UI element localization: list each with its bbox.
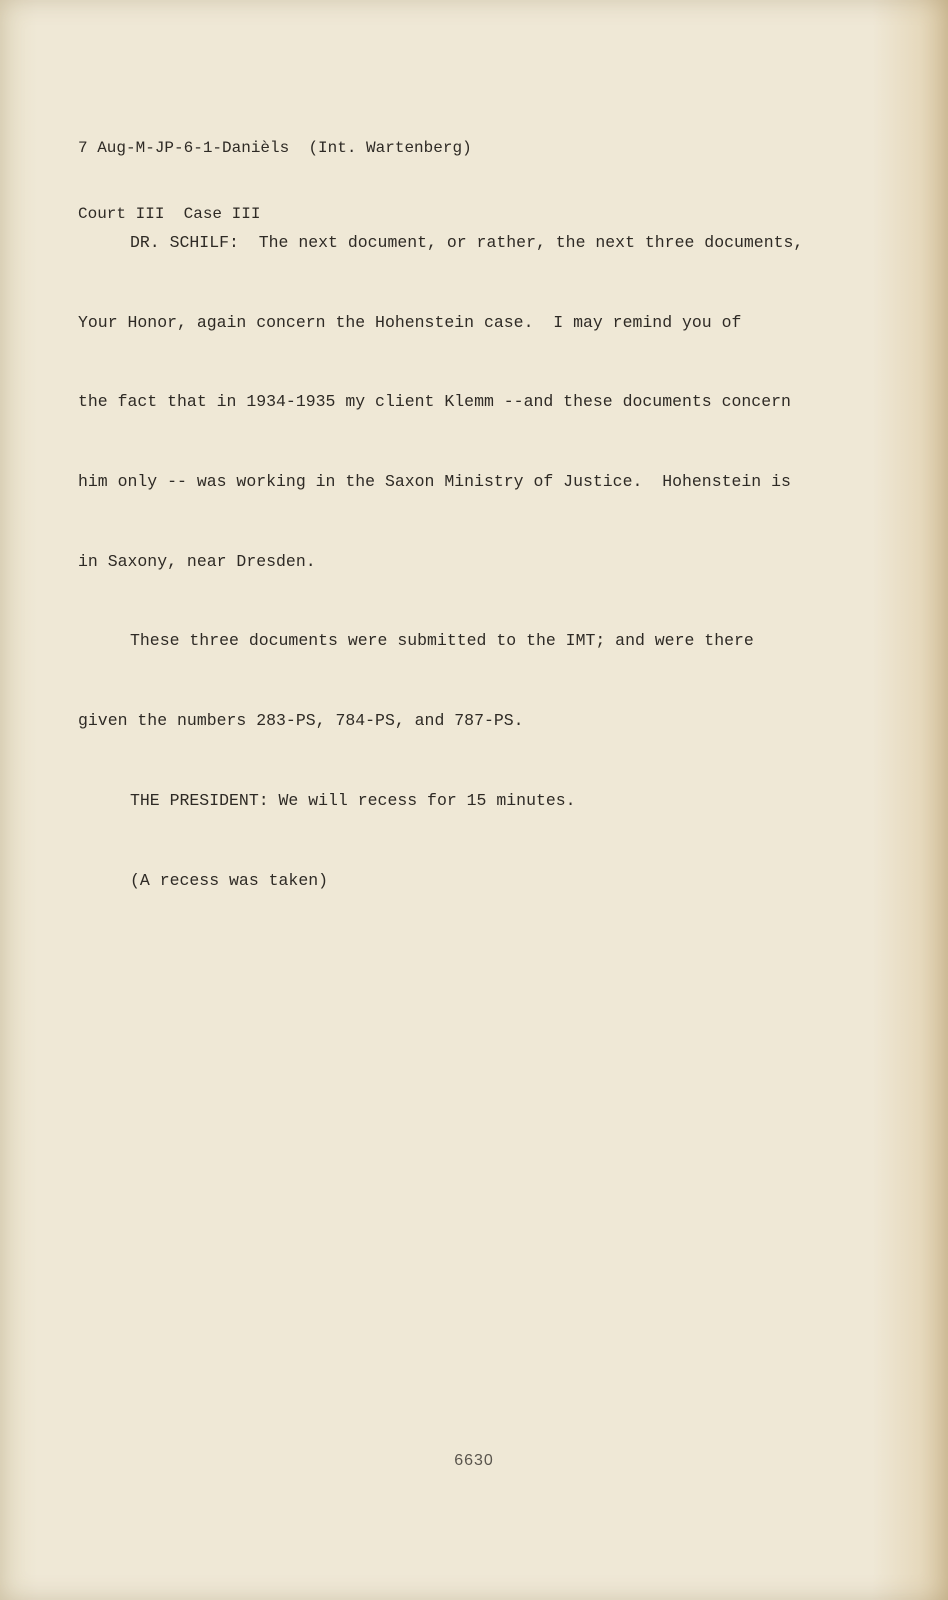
- header-court-line: Court III Case III: [78, 205, 261, 223]
- transcript-line: DR. SCHILF: The next document, or rather, the next three documents,: [130, 233, 804, 252]
- page-number: 6630: [454, 1452, 494, 1469]
- transcript-line: THE PRESIDENT: We will recess for 15 minutes.: [130, 790, 576, 810]
- transcript-line: him only -- was working in the Saxon Ministry of Justice. Hohenstein is: [78, 472, 791, 492]
- transcript-line: in Saxony, near Dresden.: [78, 551, 316, 571]
- transcript-line: given the numbers 283-PS, 784-PS, and 787-PS.: [78, 711, 524, 731]
- transcript-line: These three documents were submitted to the IMT; and were there: [130, 631, 754, 651]
- transcript-body: [78, 193, 838, 948]
- header-reference-line: 7 Aug-M-JP-6-1-Danièls (Int. Wartenberg): [78, 139, 472, 157]
- transcript-line: the fact that in 1934-1935 my client Klemm --and these documents concern: [78, 392, 791, 412]
- transcript-line: (A recess was taken): [130, 870, 329, 890]
- transcript-line: Your Honor, again concern the Hohenstein case. I may remind you of: [78, 312, 742, 332]
